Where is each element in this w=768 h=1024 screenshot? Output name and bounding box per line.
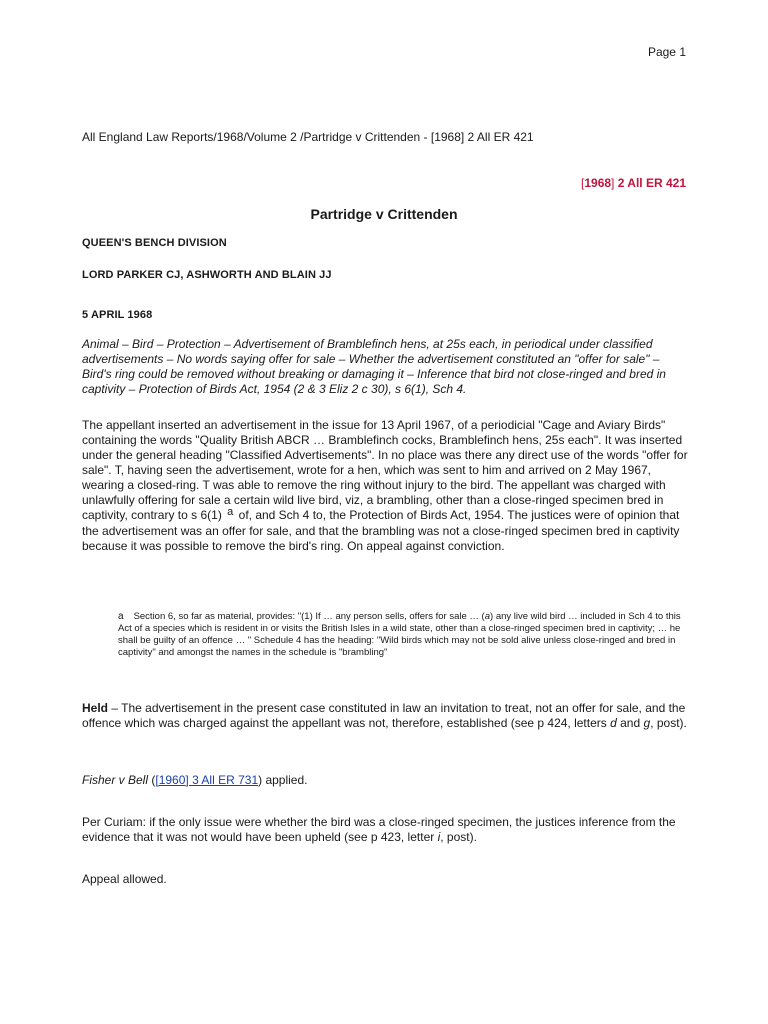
- source-line: All England Law Reports/1968/Volume 2 /Partridge v Crittenden - [1968] 2 All ER 421: [82, 130, 534, 144]
- cited-case-link[interactable]: [1960] 3 All ER 731: [155, 773, 259, 787]
- held-letter-g: g: [643, 716, 651, 730]
- held-letter-d: d: [610, 716, 617, 730]
- date-heading: 5 APRIL 1968: [82, 309, 153, 321]
- footnote-mark: a: [118, 611, 124, 622]
- applied-close: ) applied.: [258, 773, 308, 787]
- citation-year: 1968: [584, 176, 612, 190]
- report-citation: [581, 176, 686, 190]
- court-heading: QUEEN'S BENCH DIVISION: [82, 237, 227, 249]
- outcome: Appeal allowed.: [82, 872, 167, 886]
- facts-text-part1: The appellant inserted an advertisement in the issue for 13 April 1967, of a periodicial "Cage and Aviary Birds" containing the words "Quality British ABCR … Bramblefinch cocks, Bramblefinch hens, 25s each". It was inserted under the general heading "Classified Advertisements". In no place was there any direct use of the words "offer for sale". T, having seen the advertisement, wrote for a hen, which was sent to him and arrived on 2 May 1967, wearing a closed-ring. T was able to remove the ring without injury to the bird. The appellant was charged with unlawfully offering for sale a certain wild live bird, viz, a brambling, other than a close-ringed specimen bred in captivity, contrary to s 6(1): [82, 418, 688, 522]
- per-curiam-letter: i: [437, 830, 441, 844]
- held-text-1: – The advertisement in the present case constituted in law an invitation to treat, not an offer for sale, and the offence which was charged against the appellant was not, therefore, established (see p 424, letters: [82, 701, 686, 730]
- citation-close-bracket: ]: [611, 176, 615, 190]
- held-and: and: [616, 716, 644, 730]
- catchwords: Animal – Bird – Protection – Advertisement of Bramblefinch hens, at 25s each, in periodical under classified advertisements – No words saying offer for sale – Whether the advertisement constituted an "offer for sale" – Bird's ring could be removed without breaking or damaging it – Inference that bird not close-ringed and bred in captivity – Protection of Birds Act, 1954 (2 & 3 Eliz 2 c 30), s 6(1), Sch 4.: [82, 337, 666, 396]
- facts-text-part2: of, and Sch 4 to, the Protection of Birds Act, 1954. The justices were of opinion that the advertisement was an offer for sale, and that the brambling was not a close-ringed specimen bred in captivity because it was possible to remove the bird's ring. On appeal against conviction.: [82, 508, 680, 553]
- page-number: Page 1: [647, 45, 686, 59]
- footnote-reference: a: [227, 506, 234, 518]
- applied-paragraph: [82, 773, 688, 788]
- citation-open-bracket: [: [581, 176, 585, 190]
- held-paragraph: [82, 701, 688, 731]
- applied-case-name: Fisher v Bell: [82, 773, 149, 787]
- citation-report: 2 All ER 421: [617, 176, 686, 190]
- footnote-text-italic: a: [484, 611, 491, 622]
- per-curiam-text-1: Per Curiam: if the only issue were whether the bird was a close-ringed specimen, the justices inference from the evidence that it was not would have been upheld (see p 423, letter: [82, 815, 676, 844]
- footnote-text-before: Section 6, so far as material, provides: "(1) If … any person sells, offers for sale … (: [133, 611, 485, 622]
- per-curiam-text-2: , post).: [440, 830, 477, 844]
- judges-heading: LORD PARKER CJ, ASHWORTH AND BLAIN JJ: [82, 269, 332, 281]
- applied-open: (: [148, 773, 156, 787]
- facts-paragraph: [82, 418, 688, 554]
- footnote: [118, 611, 688, 659]
- footnote-text-after: ) any live wild bird … included in Sch 4 to this Act of a species which is resident in or visits the British Isles in a wild state, other than a close-ringed specimen bred in captivity; … he shall be guilty of an offence … " Schedule 4 has the heading: "Wild birds which may not be sold alive unless close-ringed and bred in captivity" and amongst the names in the schedule is "brambling": [118, 611, 681, 658]
- per-curiam-paragraph: [82, 815, 688, 845]
- held-text-2: , post).: [650, 716, 687, 730]
- held-label: Held: [82, 701, 109, 715]
- case-title: Partridge v Crittenden: [310, 206, 458, 222]
